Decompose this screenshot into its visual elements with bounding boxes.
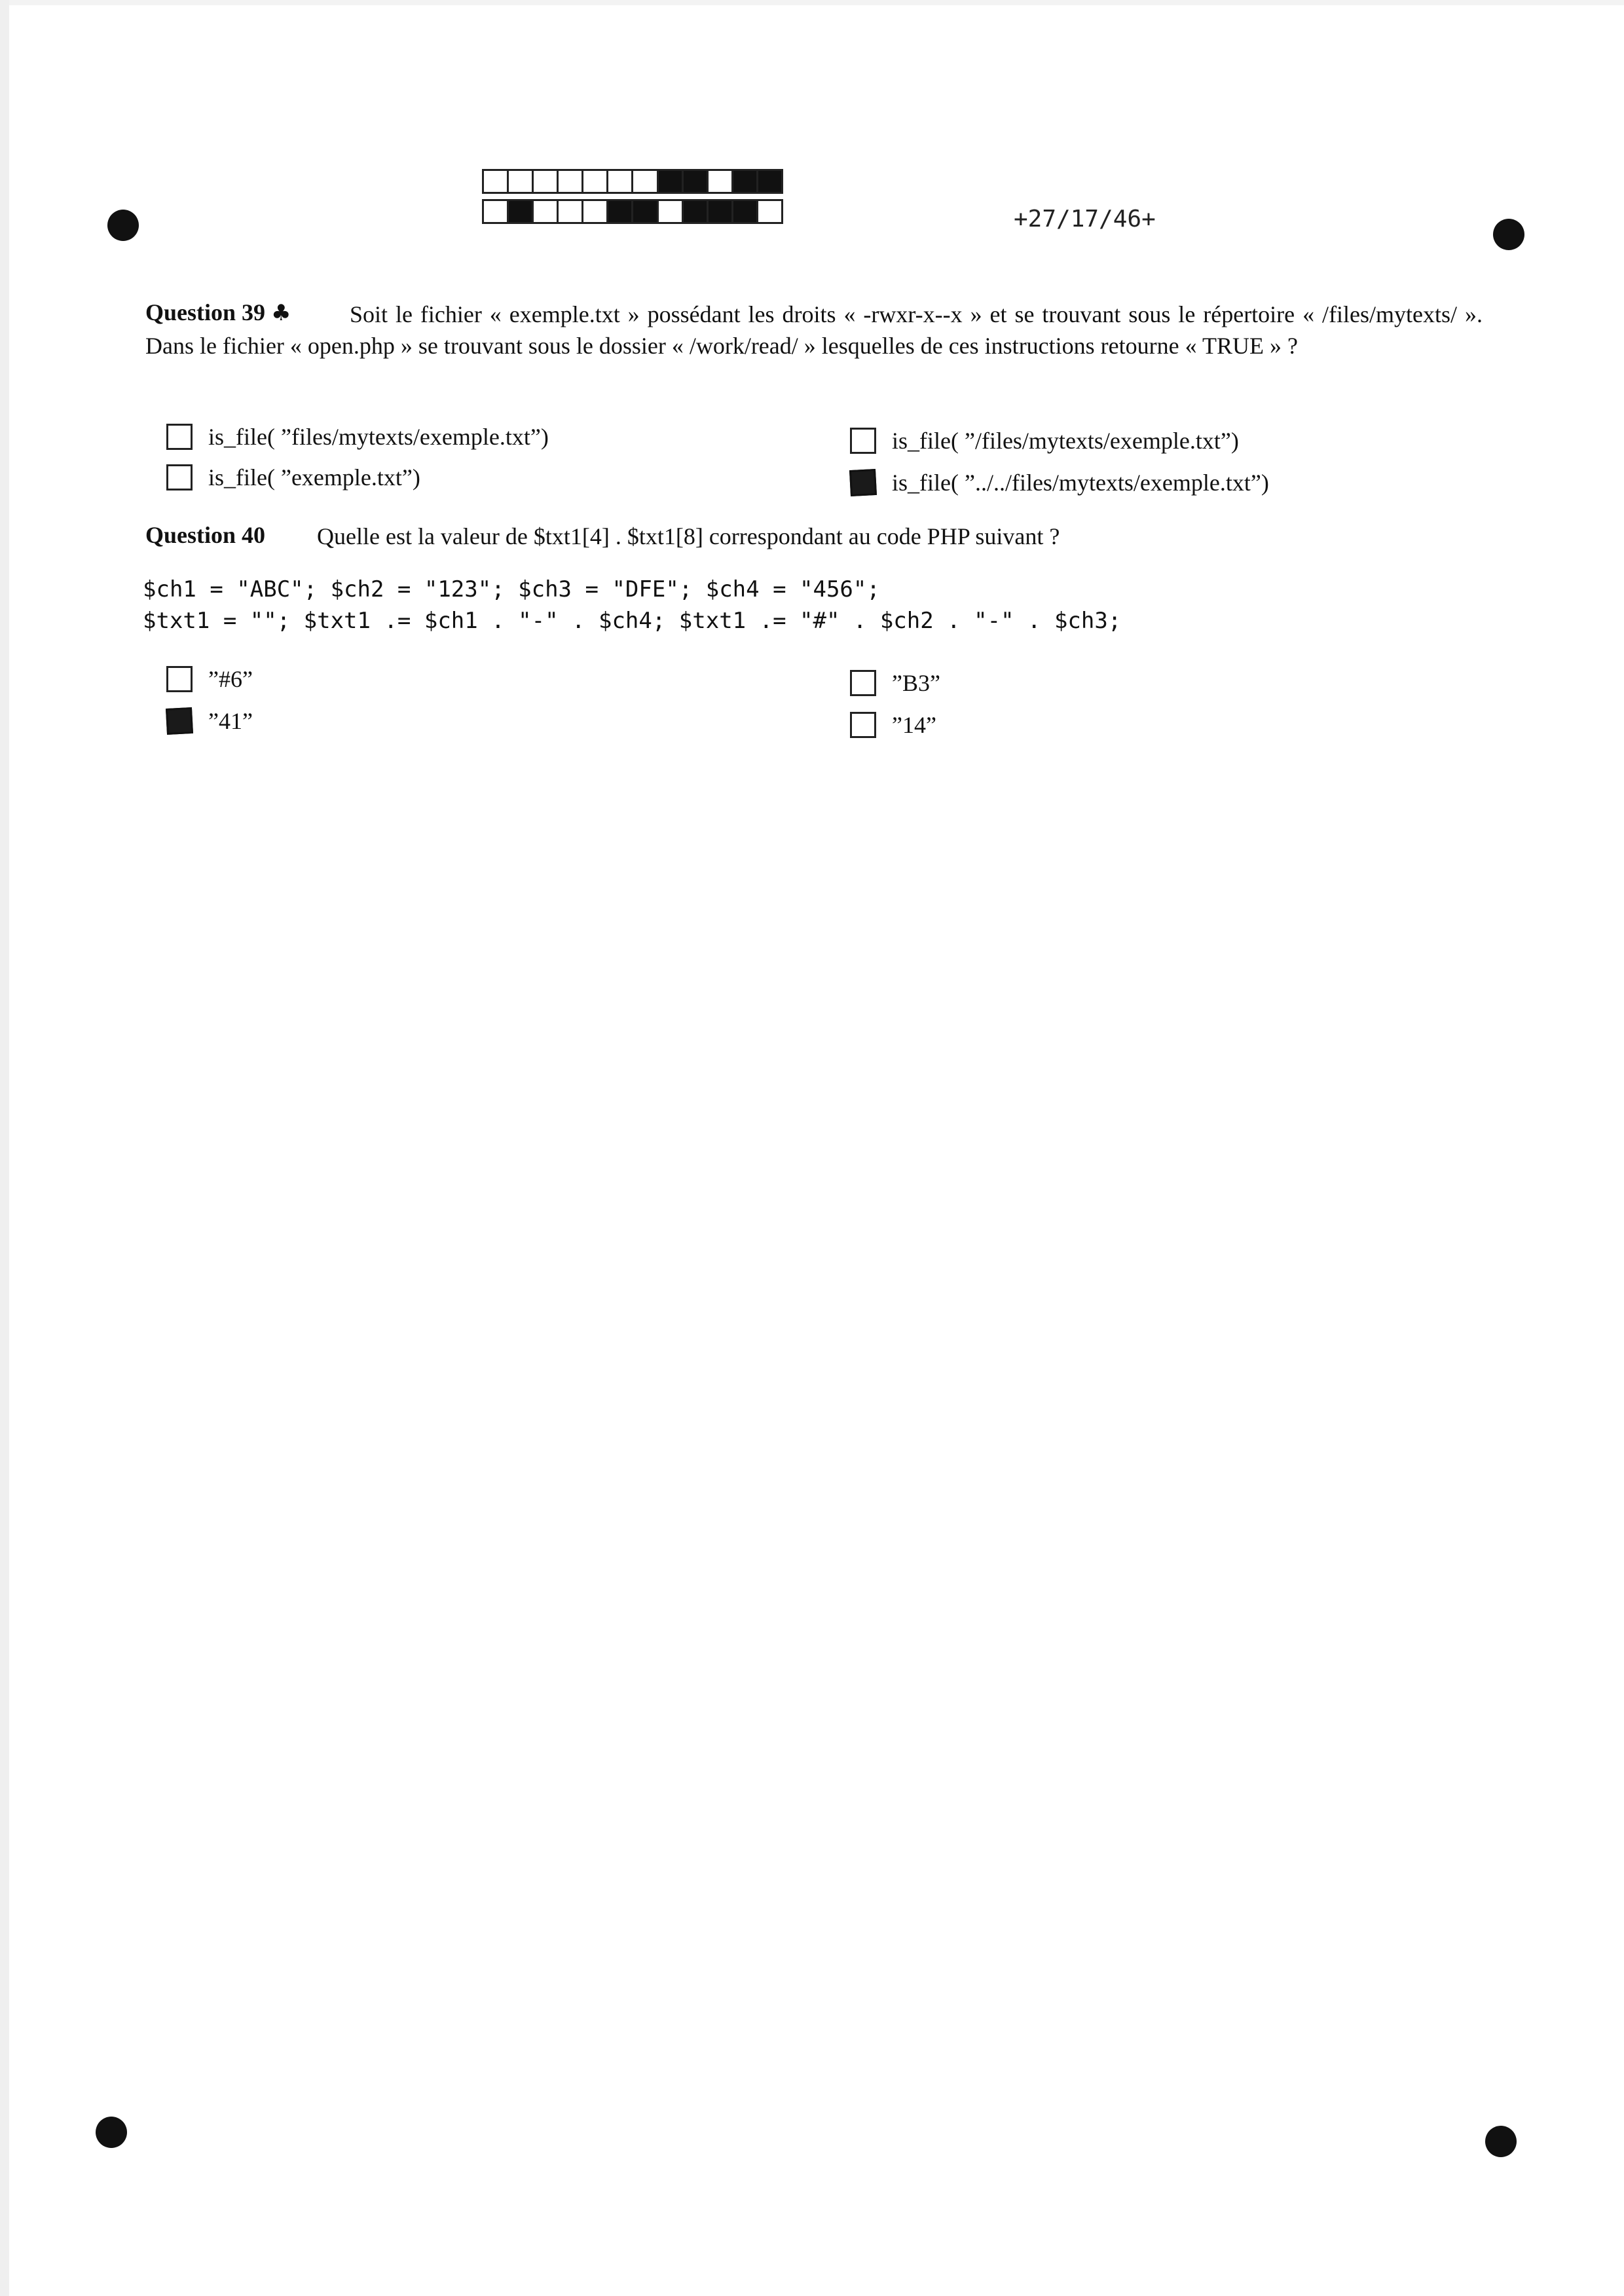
- barcode-cell: [733, 201, 758, 222]
- barcode-cell: [633, 171, 658, 192]
- question-39-label: Question 39: [145, 299, 266, 325]
- barcode-cell: [559, 201, 583, 222]
- answer-checkbox-checked[interactable]: [849, 469, 877, 496]
- club-icon: ♣: [271, 300, 291, 326]
- question-39-option-2[interactable]: [166, 464, 420, 491]
- question-40-option-1[interactable]: [166, 665, 253, 693]
- question-39-text: Soit le fichier « exemple.txt » possédant les droits « -rwxr-x--x » et se trouvant sous le répertoire « /files/mytexts/ ». Dans le fichier « open.php » se trouvant sous le dossier « /work/read/ » lesquelles de ces instructions retourne « TRUE » ?: [145, 301, 1483, 359]
- answer-checkbox[interactable]: [850, 428, 876, 454]
- barcode-cell: [659, 171, 684, 192]
- barcode-cell: [758, 201, 781, 222]
- answer-checkbox[interactable]: [166, 424, 193, 450]
- barcode-cell: [608, 171, 633, 192]
- barcode-cell: [608, 201, 633, 222]
- option-label: is_file( ”files/mytexts/exemple.txt”): [208, 424, 549, 450]
- registration-dot-bottom-left: [96, 2117, 127, 2148]
- barcode-cell: [758, 171, 781, 192]
- php-code-line-1: $ch1 = "ABC"; $ch2 = "123"; $ch3 = "DFE"; $ch4 = "456";: [143, 576, 880, 602]
- question-39-option-3[interactable]: [850, 427, 1239, 454]
- barcode-cell: [709, 201, 733, 222]
- question-40-text: Quelle est la valeur de $txt1[4] . $txt1[8] correspondant au code PHP suivant ?: [317, 523, 1060, 549]
- barcode-cell: [733, 171, 758, 192]
- page-code: +27/17/46+: [1014, 206, 1156, 232]
- barcode-cell: [583, 201, 608, 222]
- page-id-barcode-top: [482, 169, 783, 194]
- question-40-option-4[interactable]: [850, 711, 936, 739]
- option-label: ”41”: [208, 708, 253, 734]
- answer-checkbox[interactable]: [850, 670, 876, 696]
- option-label: ”14”: [892, 712, 936, 738]
- barcode-cell: [484, 201, 509, 222]
- answer-checkbox-checked[interactable]: [166, 707, 193, 735]
- barcode-cell: [534, 171, 559, 192]
- question-40-option-3[interactable]: [850, 669, 940, 697]
- question-40-heading: [145, 521, 265, 549]
- registration-dot-top-left: [107, 210, 139, 241]
- registration-dot-bottom-right: [1485, 2126, 1517, 2157]
- option-label: is_file( ”../../files/mytexts/exemple.txt”): [892, 470, 1269, 496]
- barcode-cell: [659, 201, 684, 222]
- option-label: ”B3”: [892, 670, 940, 696]
- barcode-cell: [684, 171, 709, 192]
- barcode-cell: [509, 171, 534, 192]
- option-label: is_file( ”/files/mytexts/exemple.txt”): [892, 428, 1239, 454]
- option-label: ”#6”: [208, 666, 253, 692]
- answer-checkbox[interactable]: [850, 712, 876, 738]
- option-label: is_file( ”exemple.txt”): [208, 464, 420, 491]
- question-40-option-2[interactable]: [166, 707, 253, 735]
- barcode-cell: [509, 201, 534, 222]
- question-40-label: Question 40: [145, 522, 266, 548]
- barcode-cell: [583, 171, 608, 192]
- barcode-cell: [684, 201, 709, 222]
- registration-dot-top-right: [1493, 219, 1524, 250]
- barcode-cell: [534, 201, 559, 222]
- barcode-cell: [559, 171, 583, 192]
- answer-checkbox[interactable]: [166, 666, 193, 692]
- question-39-option-1[interactable]: [166, 423, 549, 451]
- php-code-line-2: $txt1 = ""; $txt1 .= $ch1 . "-" . $ch4; $txt1 .= "#" . $ch2 . "-" . $ch3;: [143, 608, 1122, 634]
- barcode-cell: [484, 171, 509, 192]
- answer-checkbox[interactable]: [166, 464, 193, 491]
- page-id-barcode-bottom: [482, 199, 783, 224]
- barcode-cell: [709, 171, 733, 192]
- question-39-option-4[interactable]: [850, 469, 1269, 496]
- barcode-cell: [633, 201, 658, 222]
